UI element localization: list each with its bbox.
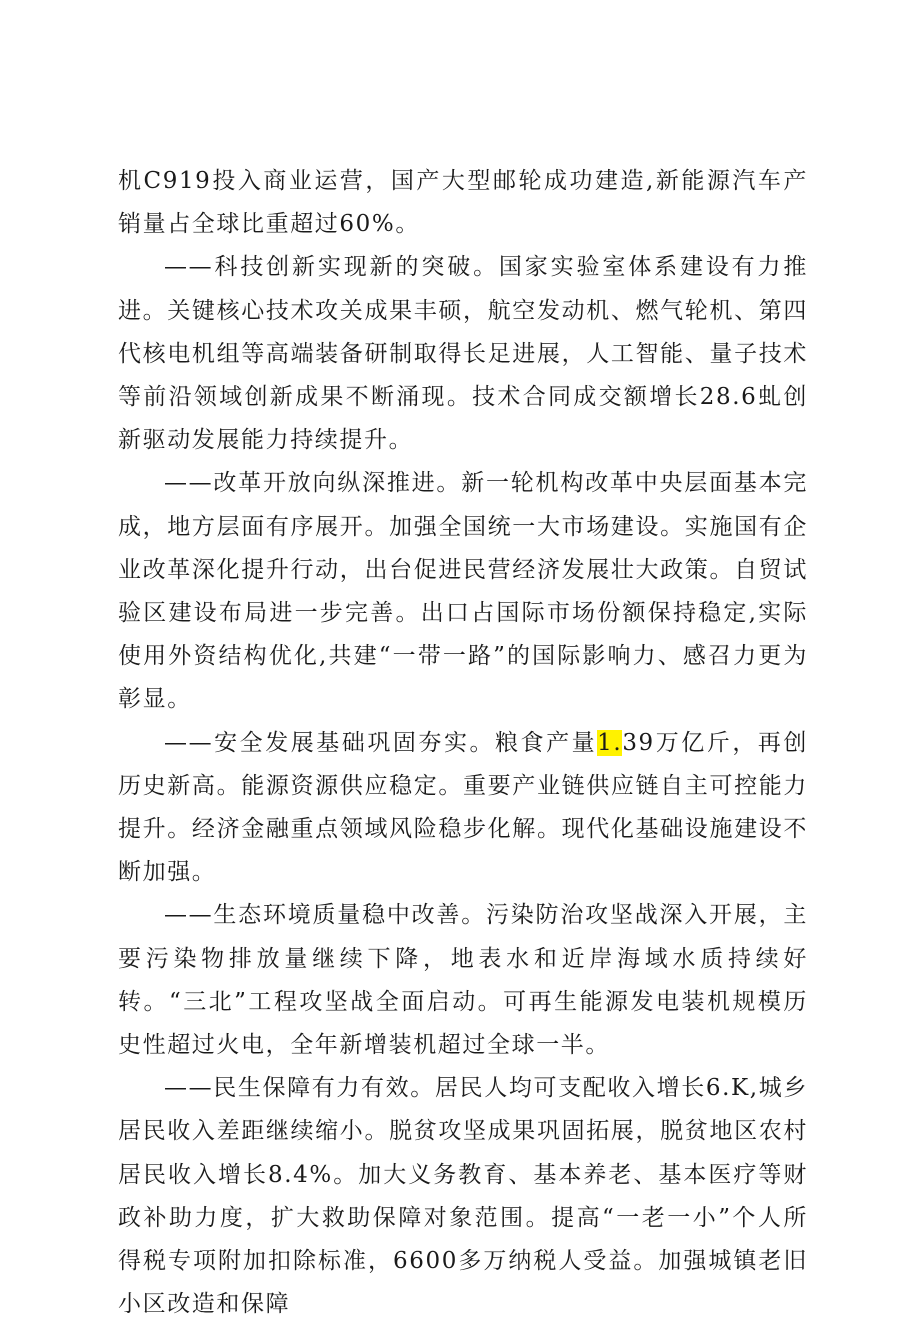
paragraph-continuation: 机C919投入商业运营，国产大型邮轮成功建造,新能源汽车产销量占全球比重超过60%。 [118, 168, 808, 238]
body-text [118, 160, 808, 1326]
paragraph-ecology: ——生态环境质量稳中改善。污染防治攻坚战深入开展，主要污染物排放量继续下降，地表水和近岸海域水质持续好转。“三北”工程攻坚战全面启动。可再生能源发电装机规模历史性超过火电，全年新增装机超过全球一半。 [118, 902, 808, 1059]
paragraph-livelihood: ——民生保障有力有效。居民人均可支配收入增长6.K,城乡居民收入差距继续缩小。脱贫攻坚成果巩固拓展，脱贫地区农村居民收入增长8.4%。加大义务教育、基本养老、基本医疗等财政补助力度，扩大救助保障对象范围。提高“一老一小”个人所得税专项附加扣除标准，6600多万纳税人受益。加强城镇老旧小区改造和保障 [118, 1075, 808, 1318]
highlighted-text: 1. [597, 729, 623, 756]
paragraph-text-after-highlight: 39万亿斤，再创历史新高。能源资源供应稳定。重要产业链供应链自主可控能力提升。经济金融重点领域风险稳步化解。现代化基础设施建设不断加强。 [118, 729, 808, 886]
paragraph-security-development [118, 722, 808, 895]
paragraph-text-before-highlight: ——安全发展基础巩固夯实。粮食产量 [164, 729, 598, 756]
paragraph-tech-innovation: ——科技创新实现新的突破。国家实验室体系建设有力推进。关键核心技术攻关成果丰硕，航空发动机、燃气轮机、第四代核电机组等高端装备研制取得长足进展，人工智能、量子技术等前沿领域创新成果不断涌现。技术合同成交额增长28.6虬创新驱动发展能力持续提升。 [118, 254, 808, 454]
paragraph-reform-opening: ——改革开放向纵深推进。新一轮机构改革中央层面基本完成，地方层面有序展开。加强全国统一大市场建设。实施国有企业改革深化提升行动，出台促进民营经济发展壮大政策。自贸试验区建设布局进一步完善。出口占国际市场份额保持稳定,实际使用外资结构优化,共建“一带一路”的国际影响力、感召力更为彰显。 [118, 470, 808, 713]
